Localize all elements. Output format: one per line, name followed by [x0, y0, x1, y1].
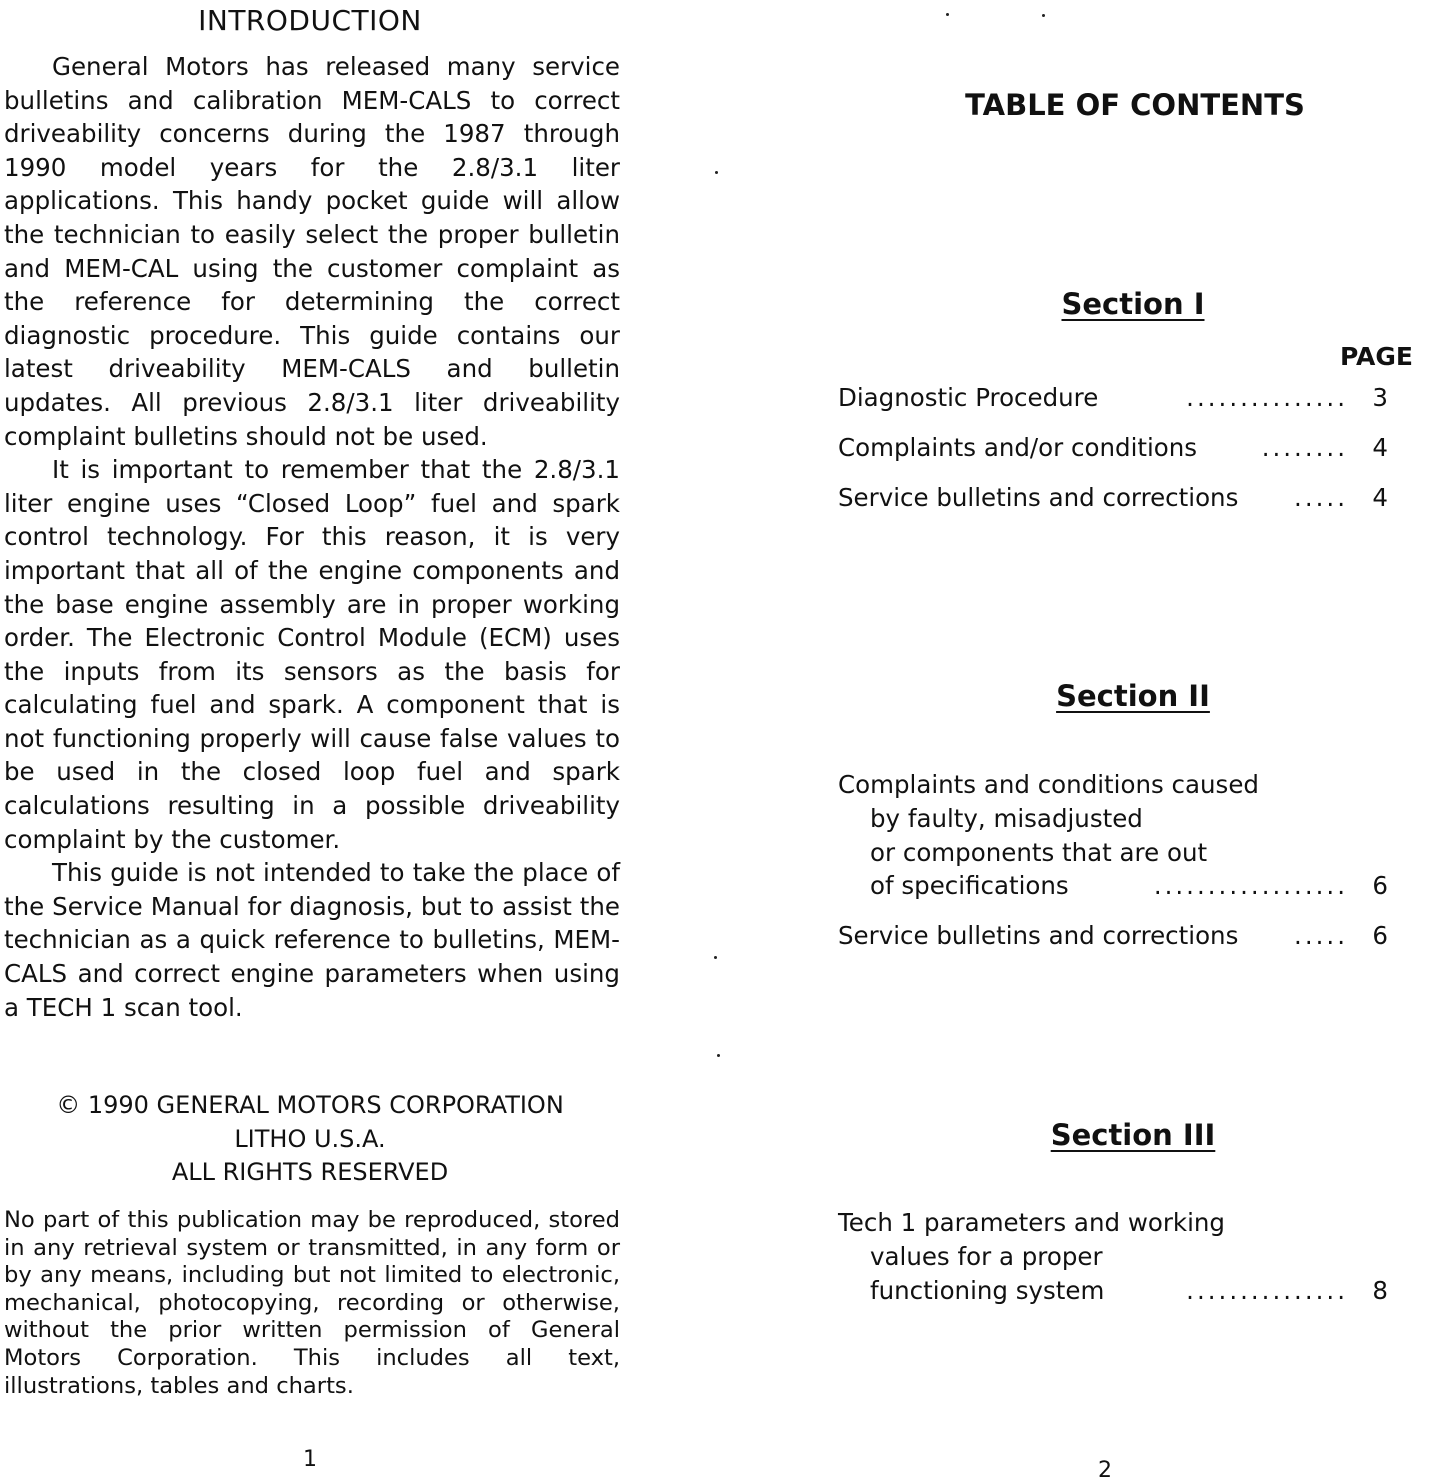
- scan-speck: [717, 1054, 720, 1057]
- intro-paragraph-1: General Motors has released many service bulletins and calibration MEM-CALS to correct driveability concerns during the 1987 through 1990 model years for the 2.8/3.1 liter applications. This handy pocket guide will allow the technician to easily select the proper bulletin and MEM-CAL using the customer complaint as the reference for determining the correct diagnostic procedure. This guide contains our latest driveability MEM-CALS and bulletin updates. All previous 2.8/3.1 liter driveability complaint bulletins should not be used.: [4, 52, 620, 451]
- left-page: [0, 0, 720, 1482]
- toc-entry-page: 4: [1372, 433, 1388, 462]
- toc-entry-text: Complaints and conditions caused: [838, 770, 1259, 799]
- legal-notice: No part of this publication may be reproduced, stored in any retrieval system or transmitted, in any form or by any means, including but not limited to electronic, mechanical, photocopying, recording or otherwise, without the prior written permission of General Motors Corporation. This includes all text, illustrations, tables and charts.: [4, 1207, 620, 1399]
- section-2-heading: [720, 679, 1440, 713]
- dot-leader: .....: [1294, 921, 1348, 950]
- toc-entry-text: Diagnostic Procedure: [838, 383, 1099, 412]
- copyright-line: © 1990 GENERAL MOTORS CORPORATION: [56, 1091, 564, 1119]
- page-column-label: PAGE: [1340, 342, 1413, 371]
- toc-entry-text: of specifications: [870, 871, 1069, 901]
- section-3-heading-text: Section III: [1050, 1118, 1216, 1152]
- section-1-heading-text: Section I: [1061, 287, 1205, 321]
- toc-entry-page: 4: [1372, 483, 1388, 512]
- dot-leader: ...............: [1186, 1275, 1348, 1305]
- scan-speck: [1042, 14, 1045, 17]
- toc-entry-page: 3: [1372, 383, 1388, 412]
- dot-leader: ........: [1261, 433, 1348, 462]
- toc-entry-text: Service bulletins and corrections: [838, 483, 1239, 512]
- scan-speck: [946, 13, 949, 16]
- dot-leader: ...............: [1186, 383, 1348, 412]
- toc-entry-page: 8: [1372, 1275, 1388, 1305]
- section-1-heading: [720, 287, 1440, 321]
- toc-entry-page: 6: [1372, 921, 1388, 950]
- toc-entry[interactable]: [838, 481, 1388, 515]
- dot-leader: ..................: [1153, 871, 1348, 901]
- right-page: [720, 0, 1440, 1482]
- copyright-block: [0, 1089, 620, 1190]
- page-number-left: 1: [303, 1447, 317, 1472]
- introduction-title: INTRODUCTION: [198, 4, 422, 37]
- scan-speck: [714, 956, 717, 959]
- section-3-heading: [720, 1118, 1440, 1152]
- dot-leader: .....: [1294, 483, 1348, 512]
- toc-entry-text: Service bulletins and corrections: [838, 921, 1239, 950]
- toc-entry-text: Tech 1 parameters and working: [838, 1208, 1225, 1237]
- toc-entry[interactable]: [838, 1206, 1388, 1307]
- toc-entry-text: by faulty, misadjusted: [870, 803, 1143, 833]
- toc-entry-text: values for a proper: [870, 1241, 1103, 1271]
- section-2-heading-text: Section II: [1056, 679, 1210, 713]
- introduction-body: [4, 50, 620, 1024]
- toc-entry[interactable]: [838, 919, 1388, 953]
- page-number-right: 2: [1098, 1458, 1112, 1483]
- toc-entry[interactable]: [838, 431, 1388, 465]
- toc-entry[interactable]: [838, 768, 1388, 903]
- intro-paragraph-3: This guide is not intended to take the place of the Service Manual for diagnosis, but to assist the technician as a quick reference to bulletins, MEM-CALS and correct engine parameters when using a TECH 1 scan tool.: [4, 858, 620, 1022]
- rights-line: ALL RIGHTS RESERVED: [171, 1158, 449, 1186]
- intro-paragraph-2: It is important to remember that the 2.8/3.1 liter engine uses “Closed Loop” fuel and spark control technology. For this reason, it is very important that all of the engine components and the base engine assembly are in proper working order. The Electronic Control Module (ECM) uses the inputs from its sensors as the basis for calculating fuel and spark. A component that is not functioning properly will cause false values to be used in the closed loop fuel and spark calculations resulting in a possible driveability complaint by the customer.: [4, 455, 620, 854]
- toc-title: TABLE OF CONTENTS: [965, 88, 1305, 122]
- toc-entry-page: 6: [1372, 871, 1388, 901]
- toc-entry-text: functioning system: [870, 1275, 1105, 1305]
- toc-entry-text: or components that are out: [870, 837, 1208, 867]
- toc-entry-text: Complaints and/or conditions: [838, 433, 1198, 462]
- toc-entry[interactable]: [838, 381, 1388, 415]
- litho-line: LITHO U.S.A.: [234, 1124, 386, 1153]
- scan-speck: [715, 171, 718, 174]
